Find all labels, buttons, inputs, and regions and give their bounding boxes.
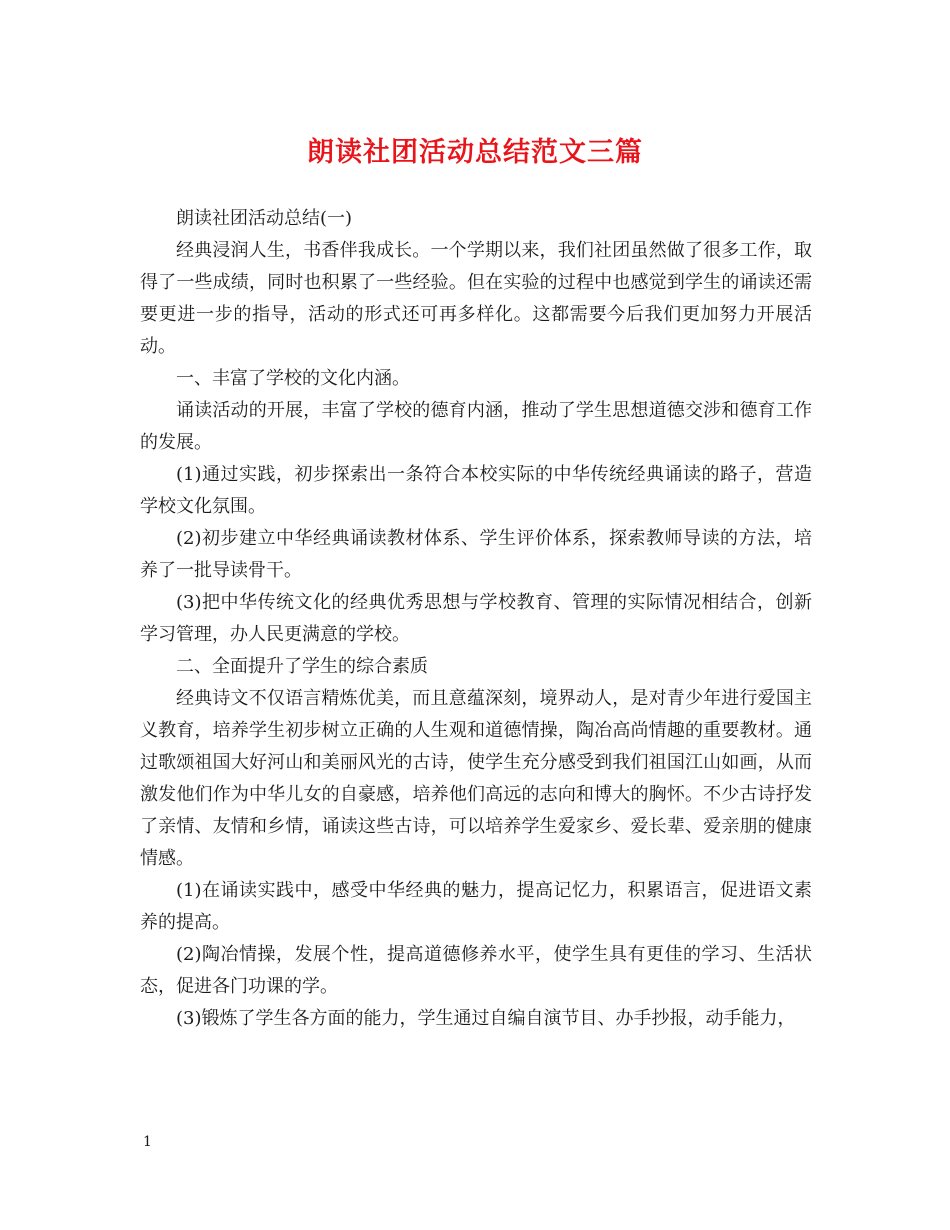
body-paragraph: 诵读活动的开展，丰富了学校的德育内涵，推动了学生思想道德交涉和德育工作的发展。 <box>140 400 812 453</box>
list-item: (3)把中华传统文化的经典优秀思想与学校教育、管理的实际情况相结合，创新学习管理，办人民更满意的学校。 <box>140 592 812 645</box>
subsection-heading: 二、全面提升了学生的综合素质 <box>176 656 428 677</box>
list-item: (1)在诵读实践中，感受中华经典的魅力，提高记忆力，积累语言，促进语文素养的提高。 <box>140 880 812 933</box>
document-title: 朗读社团活动总结范文三篇 <box>307 137 643 168</box>
document-body <box>140 203 812 1035</box>
body-paragraph: 经典浸润人生，书香伴我成长。一个学期以来，我们社团虽然做了很多工作，取得了一些成绩，同时也积累了一些经验。但在实验的过程中也感觉到学生的诵读还需要更进一步的指导，活动的形式还可再多样化。这都需要今后我们更加努力开展活动。 <box>140 240 812 357</box>
section-heading-1: 朗读社团活动总结(一) <box>176 208 353 229</box>
subsection-heading: 一、丰富了学校的文化内涵。 <box>176 368 410 389</box>
body-paragraph: 经典诗文不仅语言精炼优美，而且意蕴深刻，境界动人，是对青少年进行爱国主义教育，培养学生初步树立正确的人生观和道德情操，陶冶高尚情趣的重要教材。通过歌颂祖国大好河山和美丽风光的古诗，使学生充分感受到我们祖国江山如画，从而激发他们作为中华儿女的自豪感，培养他们高远的志向和博大的胸怀。不少古诗抒发了亲情、友情和乡情，诵读这些古诗，可以培养学生爱家乡、爱长辈、爱亲朋的健康情感。 <box>140 688 812 869</box>
page-number: 1 <box>143 1134 152 1150</box>
list-item: (2)初步建立中华经典诵读教材体系、学生评价体系，探索教师导读的方法，培养了一批导读骨干。 <box>140 528 812 581</box>
list-item: (2)陶冶情操，发展个性，提高道德修养水平，使学生具有更佳的学习、生活状态，促进各门功课的学。 <box>140 944 812 997</box>
list-item: (1)通过实践，初步探索出一条符合本校实际的中华传统经典诵读的路子，营造学校文化氛围。 <box>140 464 812 517</box>
list-item: (3)锻炼了学生各方面的能力，学生通过自编自演节目、办手抄报，动手能力， <box>176 1008 796 1029</box>
